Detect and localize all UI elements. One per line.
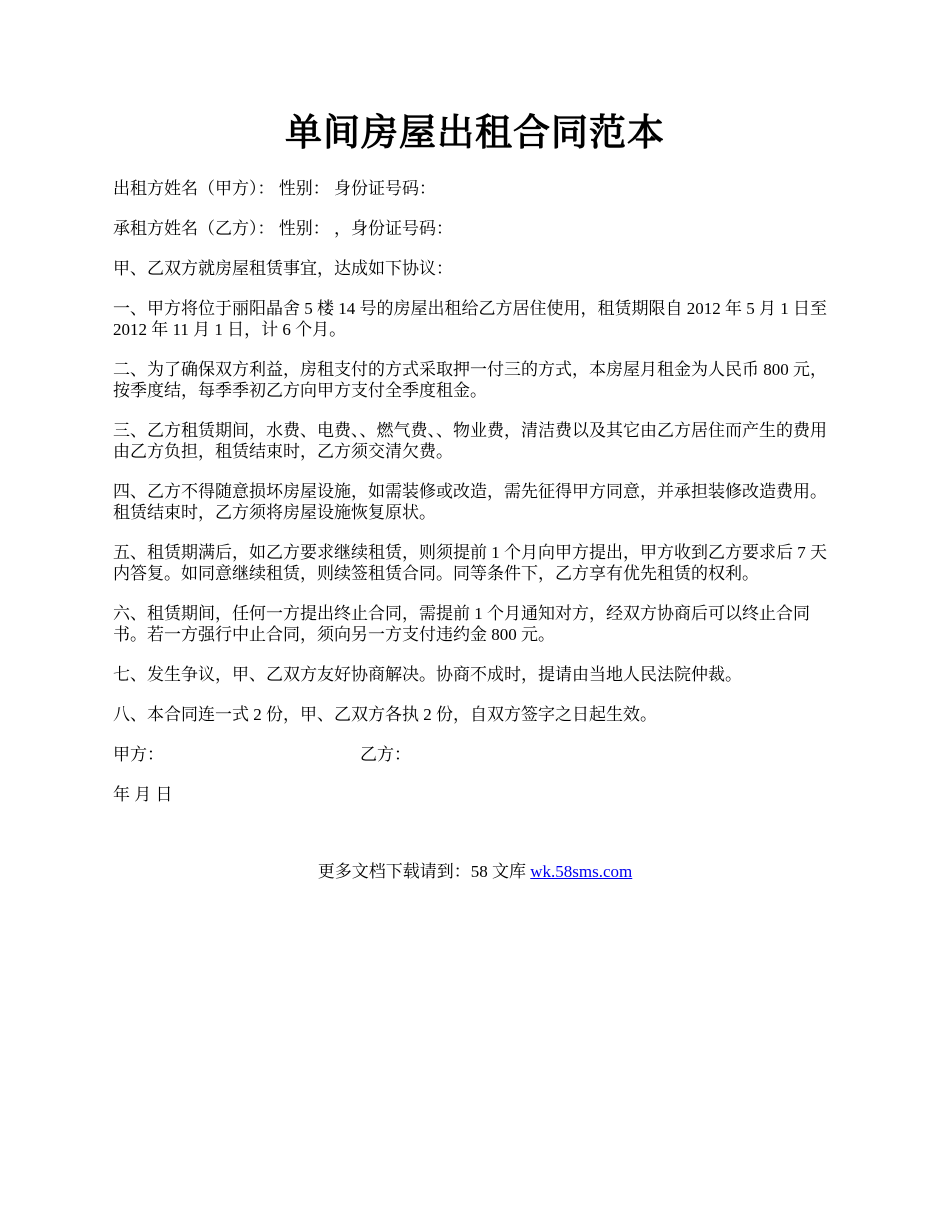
clause-4: 四、乙方不得随意损坏房屋设施，如需装修或改造，需先征得甲方同意，并承担装修改造费用。租赁结束时，乙方须将房屋设施恢复原状。 bbox=[113, 482, 827, 522]
download-footer bbox=[0, 861, 950, 883]
footer-website-link[interactable]: wk.58sms.com bbox=[530, 862, 633, 881]
clause-5: 五、租赁期满后，如乙方要求继续租赁，则须提前 1 个月向甲方提出，甲方收到乙方要求后 7 天内答复。如同意继续租赁，则续签租赁合同。同等条件下，乙方享有优先租赁的权利。 bbox=[113, 543, 827, 583]
contract-body bbox=[113, 178, 840, 824]
clause-2: 二、为了确保双方利益，房租支付的方式采取押一付三的方式，本房屋月租金为人民币 800 元，按季度结，每季季初乙方向甲方支付全季度租金。 bbox=[113, 360, 827, 400]
clause-3: 三、乙方租赁期间，水费、电费、、燃气费、、物业费，清洁费以及其它由乙方居住而产生的费用由乙方负担，租赁结束时，乙方须交清欠费。 bbox=[113, 421, 827, 461]
party-a-signature-label: 甲方： bbox=[113, 745, 164, 764]
signature-date: 年 月 日 bbox=[113, 785, 173, 804]
lessor-info-line: 出租方姓名（甲方）： 性别： 身份证号码： bbox=[113, 179, 436, 198]
document-title: 单间房屋出租合同范本 bbox=[285, 113, 665, 154]
clause-7: 七、发生争议，甲、乙双方友好协商解决。协商不成时，提请由当地人民法院仲裁。 bbox=[113, 665, 742, 684]
clause-1: 一、甲方将位于丽阳晶舍 5 楼 14 号的房屋出租给乙方居住使用，租赁期限自 2012 年 5 月 1 日至 2012 年 11 月 1 日，计 6 个月。 bbox=[113, 299, 827, 339]
agreement-intro: 甲、乙双方就房屋租赁事宜，达成如下协议： bbox=[113, 259, 453, 278]
signature-row bbox=[113, 744, 840, 765]
party-b-signature-label: 乙方： bbox=[360, 745, 411, 764]
clause-8: 八、本合同连一式 2 份，甲、乙双方各执 2 份，自双方签字之日起生效。 bbox=[113, 705, 657, 724]
clause-6: 六、租赁期间，任何一方提出终止合同，需提前 1 个月通知对方，经双方协商后可以终止合同书。若一方强行中止合同，须向另一方支付违约金 800 元。 bbox=[113, 604, 810, 644]
lessee-info-line: 承租方姓名（乙方）： 性别： ，身份证号码： bbox=[113, 219, 453, 238]
footer-prefix-text: 更多文档下载请到：58 文库 bbox=[317, 862, 531, 881]
